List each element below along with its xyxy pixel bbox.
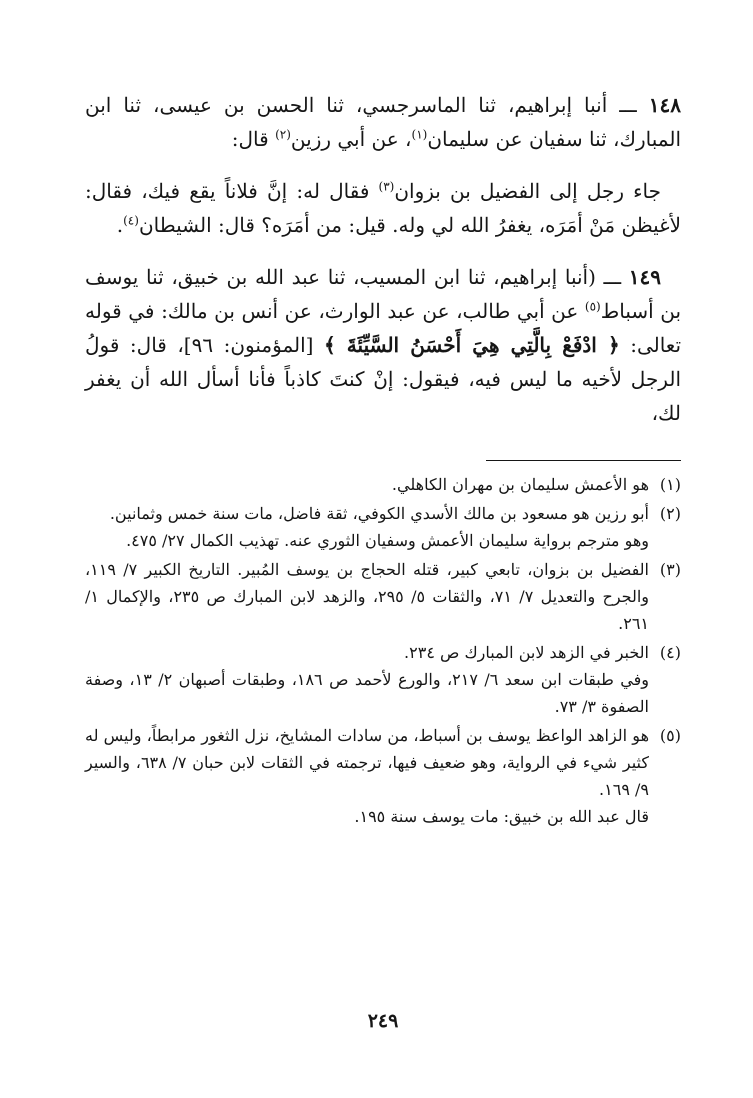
footnote-text: أبو رزين هو مسعود بن مالك الأسدي الكوفي، ثقة فاضل، مات سنة خمس وثمانين. xyxy=(109,504,649,523)
text-line: ـــ أنبا إبراهيم، ثنا الماسرجسي، ثنا الحسن بن عيسى، ثنا xyxy=(123,93,637,117)
footnote-number: (٤) xyxy=(659,643,681,662)
footnote-text: وهو مترجم برواية سليمان الأعمش وسفيان الثوري عنه. تهذيب الكمال ٢٧/ ٤٧٥. xyxy=(126,531,649,550)
text-line: ابن المبارك، ثنا سفيان عن سليمان xyxy=(85,93,681,151)
text-line: يوسف بن أسباط xyxy=(85,265,682,323)
footnote-5 xyxy=(85,722,681,830)
page xyxy=(85,88,681,1098)
hadith-number-149: ١٤٩ xyxy=(628,265,661,289)
footnote-4 xyxy=(85,639,681,720)
footnote-text: هو الزاهد الواعظ يوسف بن أسباط، من سادات المشايخ، نزل الثغور مرابطاً، وليس له كثير شيء في الرواية، وهو ضعيف فيها، ترجمته في الثقات لابن حبان ٧/ ٦٣٨، والسير ٩/ ١٦٩. xyxy=(85,726,649,799)
paragraph-149 xyxy=(85,260,681,430)
footnote-2 xyxy=(85,500,681,554)
paragraph-148-cont: جاء رجل إلى الفضيل بن بزوان$^{(٣)}$ فقال له: إنَّ فلاناً يقع فيك، فقال: لأغيظن مَنْ أمَرَه، يغفرُ الله لي وله. قيل: من أمَرَه؟ قال: الشيطان$^{(٤)}$. xyxy=(85,179,681,237)
text-line: الرجل لأخيه ما ليس فيه، فيقول: إنْ كنتَ كاذباً فأنا أسأل الله أن يغفر لك، xyxy=(85,367,681,425)
paragraph-148 xyxy=(85,88,681,156)
footnote-number: (١) xyxy=(659,475,681,494)
text-line: ، عن أبي رزين xyxy=(290,127,412,151)
footnote-number: (٢) xyxy=(659,504,681,523)
text-line: [المؤمنون: ٩٦]، قال: قولُ xyxy=(85,333,314,357)
footnote-text: وفي طبقات ابن سعد ٦/ ٢١٧، والورع لأحمد ص ١٨٦، وطبقات أصبهان ٢/ ١٣، وصفة الصفوة ٣/ ٧٣. xyxy=(85,670,649,716)
footnote-ref-1[interactable]: (١) xyxy=(411,127,428,142)
main-text xyxy=(85,88,681,430)
footnote-text: الفضيل بن بزوان، تابعي كبير، قتله الحجاج بن يوسف المُبير. التاريخ الكبير ٧/ ١١٩، والجرح والتعديل ٧/ ٧١، والثقات ٥/ ٢٩٥، والزهد لابن المبارك ص ٢٣٥، والإكمال ١/ ٢٦١. xyxy=(85,560,650,633)
text-line: قال: xyxy=(231,127,269,151)
text-line: ـــ (أنبا إبراهيم، ثنا ابن المسيب، ثنا عبد الله بن خبيق، ثنا xyxy=(146,265,622,289)
footnote-3 xyxy=(85,556,681,637)
text-line: عن أبي طالب، عن عبد الوارث، عن أنس بن مالك: xyxy=(161,299,579,323)
footnote-text: هو الأعمش سليمان بن مهران الكاهلي. xyxy=(391,475,649,494)
text-line: فقال: لأغيظن مَنْ أمَرَه، يغفرُ الله لي وله. قيل: من أمَرَه؟ قال: xyxy=(85,179,681,237)
footnote-text: قال عبد الله بن خبيق: مات يوسف سنة ١٩٥. xyxy=(354,807,649,826)
quran-verse: ﴿ ادْفَعْ بِالَّتِي هِيَ أَحْسَنُ السَّيِّئَةَ ﴾ xyxy=(323,333,620,357)
text-line: الشيطان xyxy=(138,213,212,237)
footnote-ref-5[interactable]: (٥) xyxy=(584,299,601,314)
footnote-ref-3[interactable]: (٣) xyxy=(378,179,395,194)
footnote-text: الخبر في الزهد لابن المبارك ص ٢٣٤. xyxy=(404,643,649,662)
footnote-ref-2[interactable]: (٢) xyxy=(275,127,291,142)
footnotes xyxy=(85,471,681,830)
footnote-number: (٥) xyxy=(659,726,681,745)
footnote-divider xyxy=(486,460,681,461)
hadith-number-148: ١٤٨ xyxy=(648,93,681,117)
footnote-1 xyxy=(85,471,681,498)
text-line: جاء رجل إلى الفضيل بن بزوان xyxy=(394,179,661,203)
footnote-ref-4[interactable]: (٤) xyxy=(123,213,139,228)
footnote-divider-wrap xyxy=(85,444,681,461)
text-line: فقال له: إنَّ فلاناً يقع فيك، xyxy=(141,179,370,203)
text-line: في قوله تعالى: xyxy=(85,299,682,357)
footnote-number: (٣) xyxy=(659,560,681,579)
page-number: ٢٤٩ xyxy=(367,1010,399,1032)
